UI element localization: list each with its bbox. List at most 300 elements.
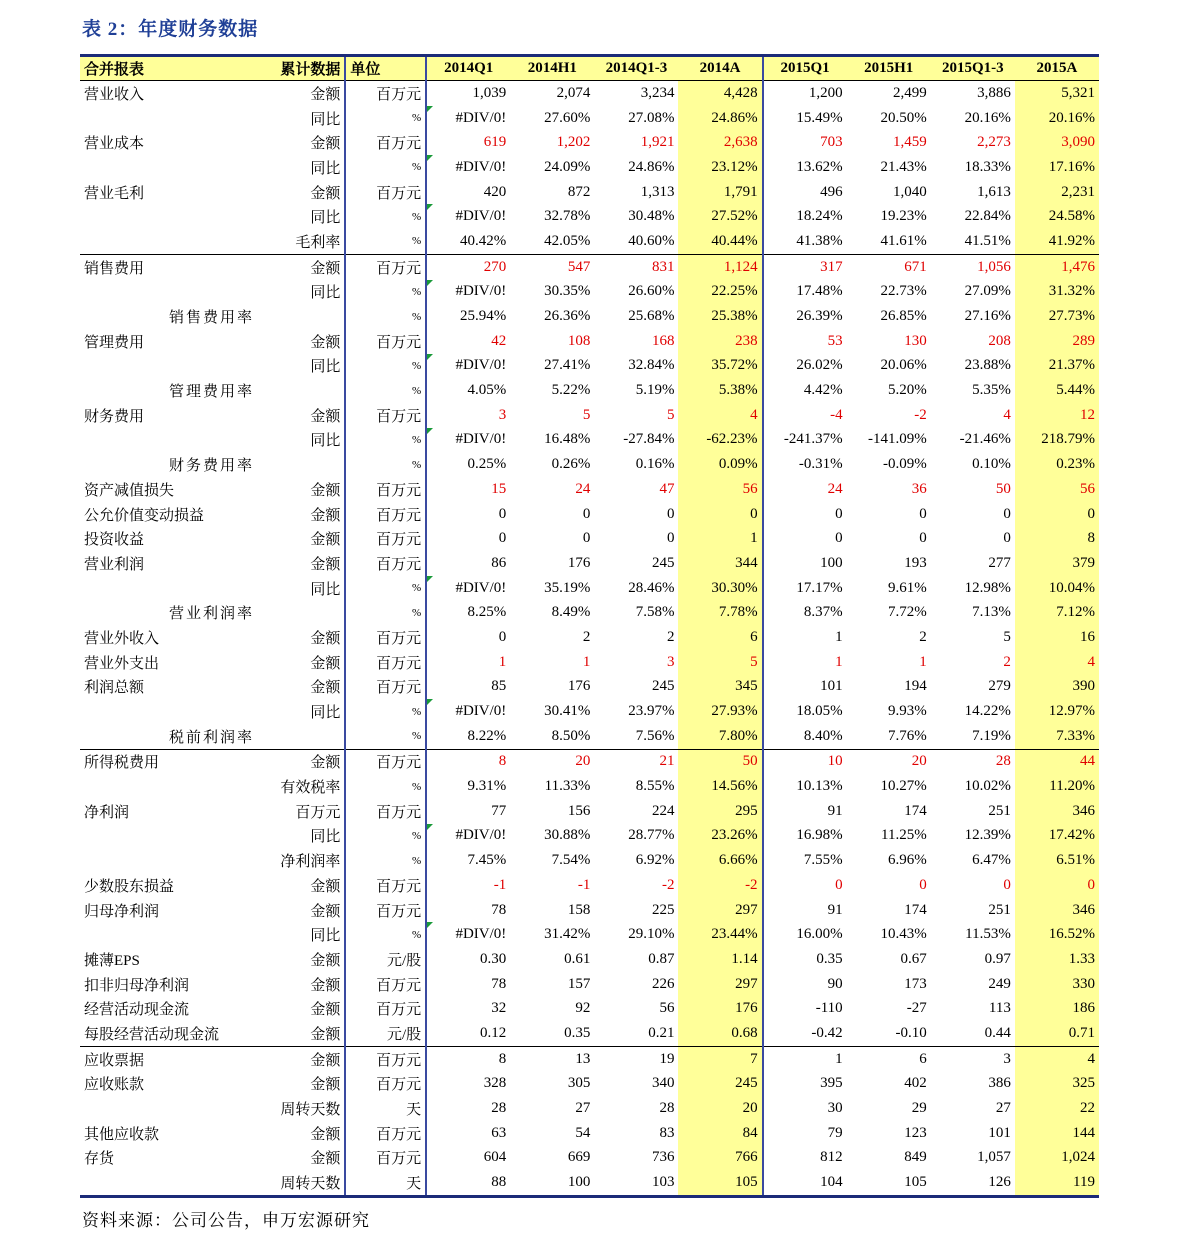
row-metric (258, 600, 345, 625)
table-row (80, 1046, 1099, 1071)
value-cell: 330 (1015, 972, 1099, 997)
row-unit: % (345, 155, 426, 180)
value-cell: 176 (678, 996, 762, 1021)
row-unit: 百万元 (345, 130, 426, 155)
value-cell: 27.08% (628, 109, 675, 126)
row-metric: 金额 (310, 334, 341, 351)
row-unit: 百万元 (345, 1072, 426, 1097)
value-cell: 1 (582, 653, 591, 670)
value-cell: 279 (988, 678, 1011, 695)
value-cell: 5 (666, 406, 675, 423)
value-cell: 1,921 (640, 134, 675, 151)
value-cell: 130 (904, 332, 927, 349)
value-cell: 1,313 (640, 183, 675, 200)
value-cell: 23.12% (678, 155, 762, 180)
row-metric: 金额 (310, 185, 341, 202)
value-cell: 103 (594, 1170, 678, 1196)
value-cell: 36 (911, 480, 927, 497)
value-cell: 1 (678, 526, 762, 551)
value-cell: 5.35% (972, 382, 1011, 399)
value-cell: 402 (904, 1075, 927, 1092)
row-unit: 天 (345, 1096, 426, 1121)
value-cell: 17.16% (1015, 155, 1099, 180)
value-cell: 156 (567, 802, 591, 819)
value-cell: 40.44% (678, 229, 762, 254)
value-cell: 31.32% (1015, 280, 1099, 305)
error-indicator-icon (427, 699, 433, 705)
error-indicator-icon (427, 155, 433, 161)
value-cell: 328 (426, 1072, 510, 1097)
value-cell: 5.22% (551, 382, 591, 399)
value-cell: 2 (666, 628, 675, 645)
value-cell: 0.12 (426, 1021, 510, 1046)
value-cell (426, 280, 510, 305)
row-label: 每股经营活动现金流 (84, 1026, 220, 1043)
value-cell: 1,459 (893, 134, 927, 151)
table-row (80, 1096, 1099, 1121)
value-cell: -110 (763, 996, 847, 1021)
header-period: 2014Q1 (426, 57, 510, 81)
row-metric: 金额 (310, 655, 341, 672)
value-cell: 0.35 (564, 1024, 591, 1041)
value-cell: 7 (678, 1046, 762, 1071)
row-unit: % (345, 848, 426, 873)
row-unit: 百万元 (345, 625, 426, 650)
value-cell (426, 354, 510, 379)
row-metric: 有效税率 (280, 780, 341, 797)
value-cell: 1,040 (893, 183, 927, 200)
value-cell: 379 (1015, 551, 1099, 576)
value-cell: 5 (1003, 628, 1011, 645)
value-cell: 4 (1003, 406, 1011, 423)
value-cell: 1,056 (931, 254, 1015, 279)
value-cell: 4 (1015, 1046, 1099, 1071)
row-unit: 百万元 (345, 403, 426, 428)
value-cell: -0.10 (895, 1024, 927, 1041)
value-cell: 8.55% (635, 778, 675, 795)
value-cell: 1 (763, 1046, 847, 1071)
value-cell: 224 (651, 802, 675, 819)
value-cell: 20.06% (880, 357, 927, 374)
row-label (80, 1096, 258, 1121)
row-unit: 百万元 (345, 675, 426, 700)
value-cell: 245 (651, 678, 675, 695)
row-label: 财务费用率 (169, 458, 255, 475)
value-cell: 3,886 (977, 84, 1011, 101)
source-note: 资料来源：公司公告，申万宏源研究 (82, 1211, 370, 1230)
value-cell: 0 (582, 505, 591, 522)
row-metric: 同比 (310, 210, 341, 227)
value-cell: 20.16% (964, 109, 1011, 126)
row-metric: 金额 (310, 408, 341, 425)
value-cell: 0.26% (551, 456, 591, 473)
value-cell: 390 (1015, 675, 1099, 700)
row-unit: % (345, 280, 426, 305)
value-cell: 20.50% (880, 109, 927, 126)
value-cell: 8.25% (426, 600, 510, 625)
row-metric: 金额 (310, 507, 341, 524)
value-cell: 12.98% (964, 579, 1011, 596)
table-row (80, 354, 1099, 379)
row-metric: 金额 (310, 878, 341, 895)
value-cell: 19.23% (880, 208, 927, 225)
row-unit: 百万元 (345, 81, 426, 106)
value-text: #DIV/0! (455, 158, 507, 175)
error-indicator-icon (427, 354, 433, 360)
value-cell: 19 (594, 1046, 678, 1071)
row-metric: 同比 (310, 829, 341, 846)
value-cell: 0 (582, 530, 591, 547)
row-unit: 百万元 (345, 180, 426, 205)
row-metric: 金额 (310, 1002, 341, 1019)
value-cell: 20 (510, 749, 594, 774)
header-period: 2014H1 (510, 57, 594, 81)
value-cell: 194 (904, 678, 927, 695)
value-cell: 113 (988, 1000, 1011, 1017)
value-cell: 6.51% (1015, 848, 1099, 873)
value-cell: 16.00% (763, 922, 847, 947)
value-cell: 0.44 (984, 1024, 1011, 1041)
value-cell: 79 (763, 1121, 847, 1146)
value-cell: 5.20% (888, 382, 927, 399)
value-cell: 0 (763, 873, 847, 898)
value-cell: 15 (426, 477, 510, 502)
value-cell: 7.54% (551, 852, 591, 869)
value-cell: 18.33% (964, 158, 1011, 175)
value-cell: 105 (678, 1170, 762, 1196)
value-cell: 56 (1015, 477, 1099, 502)
value-cell: 289 (1015, 329, 1099, 354)
row-metric: 金额 (310, 1077, 341, 1094)
row-unit: 百万元 (345, 1121, 426, 1146)
value-cell: 85 (426, 675, 510, 700)
table-row (80, 898, 1099, 923)
value-cell: 325 (1015, 1072, 1099, 1097)
financial-data-table (80, 57, 1099, 1198)
value-cell: 3 (931, 1046, 1015, 1071)
row-unit: 百万元 (345, 972, 426, 997)
value-cell: 101 (988, 1124, 1011, 1141)
row-metric: 金额 (310, 952, 341, 969)
row-label (80, 229, 258, 254)
value-cell: 251 (988, 901, 1011, 918)
value-cell: 604 (426, 1146, 510, 1171)
value-cell: 9.61% (888, 579, 927, 596)
row-metric: 金额 (310, 977, 341, 994)
value-cell: -2 (678, 873, 762, 898)
row-unit: % (345, 774, 426, 799)
value-cell: 83 (659, 1124, 675, 1141)
value-cell: 173 (904, 975, 927, 992)
value-cell: 5 (582, 406, 591, 423)
value-cell: 41.92% (1015, 229, 1099, 254)
row-label: 利润总额 (84, 680, 145, 697)
value-cell: -2 (661, 876, 675, 893)
value-cell: 1,613 (977, 183, 1011, 200)
value-cell: 14.22% (964, 703, 1011, 720)
value-cell: 0 (763, 526, 847, 551)
value-cell: 7.33% (1015, 724, 1099, 749)
row-label (80, 155, 258, 180)
value-text: #DIV/0! (455, 827, 507, 844)
row-label: 营业利润率 (169, 606, 255, 623)
row-metric: 同比 (310, 359, 341, 376)
value-cell: -27.84% (623, 431, 675, 448)
table-row (80, 403, 1099, 428)
value-cell: 2,231 (1015, 180, 1099, 205)
row-label (80, 428, 258, 453)
value-cell: -0.31% (763, 452, 847, 477)
value-cell: 13.62% (763, 155, 847, 180)
table-row (80, 502, 1099, 527)
table-row (80, 972, 1099, 997)
value-cell: 28 (931, 749, 1015, 774)
table-row (80, 848, 1099, 873)
value-cell: 2,074 (556, 84, 591, 101)
row-metric: 净利润率 (280, 854, 341, 871)
row-unit: 天 (345, 1170, 426, 1196)
row-label: 净利润 (84, 804, 130, 821)
table-row (80, 130, 1099, 155)
row-unit: % (345, 699, 426, 724)
row-unit: % (345, 600, 426, 625)
value-text: #DIV/0! (455, 431, 507, 448)
value-cell: 6.47% (972, 852, 1011, 869)
row-unit: % (345, 229, 426, 254)
value-cell: 101 (763, 675, 847, 700)
value-cell: 24.58% (1015, 204, 1099, 229)
row-label: 所得税费用 (80, 749, 258, 774)
value-cell: 8.40% (763, 724, 847, 749)
value-cell: 41.38% (763, 229, 847, 254)
row-unit: 百万元 (345, 873, 426, 898)
value-cell: -0.42 (763, 1021, 847, 1046)
table-row (80, 155, 1099, 180)
value-cell: 1,791 (678, 180, 762, 205)
value-cell: 0 (763, 502, 847, 527)
row-metric: 金额 (310, 903, 341, 920)
value-cell: 16.98% (763, 824, 847, 849)
value-cell: 174 (904, 802, 927, 819)
value-cell: 5,321 (1015, 81, 1099, 106)
value-cell: 123 (904, 1124, 927, 1141)
table-title: 表 2：年度财务数据 (82, 19, 259, 40)
value-cell: 42 (426, 329, 510, 354)
value-cell: 2 (919, 628, 927, 645)
row-unit: 元/股 (345, 947, 426, 972)
value-cell: 41.51% (964, 232, 1011, 249)
table-row (80, 675, 1099, 700)
value-cell: 28 (426, 1096, 510, 1121)
value-text: #DIV/0! (455, 283, 507, 300)
value-cell: 0 (666, 505, 675, 522)
value-cell: 26.02% (763, 354, 847, 379)
value-cell: 2,638 (678, 130, 762, 155)
value-cell: 0 (1015, 873, 1099, 898)
value-cell: 17.42% (1015, 824, 1099, 849)
value-cell (426, 155, 510, 180)
row-label (80, 922, 258, 947)
value-cell: 766 (678, 1146, 762, 1171)
row-label (80, 699, 258, 724)
row-unit: % (345, 204, 426, 229)
header-metric: 累计数据 (258, 57, 345, 81)
value-cell: 56 (659, 1000, 675, 1017)
value-cell: 1,124 (678, 254, 762, 279)
value-cell: 297 (678, 898, 762, 923)
value-cell: 4.42% (763, 378, 847, 403)
value-cell: 4 (1015, 650, 1099, 675)
row-label: 营业利润 (84, 556, 145, 573)
value-cell: 10.27% (880, 778, 927, 795)
value-cell: 28.77% (628, 827, 675, 844)
value-cell: 24.86% (678, 106, 762, 131)
value-cell: 208 (988, 332, 1011, 349)
row-metric: 金额 (258, 749, 345, 774)
value-cell: 186 (1015, 996, 1099, 1021)
row-unit: % (345, 304, 426, 329)
value-cell: 1,057 (977, 1149, 1011, 1166)
row-label (80, 1170, 258, 1196)
value-cell: 26.60% (628, 283, 675, 300)
value-cell: 7.76% (888, 727, 927, 744)
value-cell: 30.35% (544, 283, 591, 300)
row-unit: % (345, 576, 426, 601)
header-period: 2015A (1015, 57, 1099, 81)
value-cell: 27.09% (964, 283, 1011, 300)
row-label: 营业毛利 (84, 185, 145, 202)
row-metric: 金额 (258, 1046, 345, 1071)
value-cell: 0 (919, 876, 927, 893)
row-metric: 同比 (310, 705, 341, 722)
table-row (80, 81, 1099, 106)
value-cell: 22.84% (964, 208, 1011, 225)
value-cell: 11.25% (881, 827, 927, 844)
row-unit: 百万元 (345, 502, 426, 527)
row-label (80, 204, 258, 229)
value-cell: 63 (426, 1121, 510, 1146)
value-cell: 86 (426, 551, 510, 576)
row-unit: 百万元 (345, 254, 426, 279)
value-cell: 27 (575, 1100, 591, 1117)
value-cell: 27 (995, 1100, 1011, 1117)
value-cell: 92 (575, 1000, 591, 1017)
row-metric: 同比 (310, 433, 341, 450)
value-cell: 30.88% (544, 827, 591, 844)
value-cell: 23.44% (678, 922, 762, 947)
value-text: #DIV/0! (455, 579, 507, 596)
header-period: 2015Q1-3 (931, 57, 1015, 81)
value-cell: 22.73% (880, 283, 927, 300)
row-unit: 百万元 (345, 329, 426, 354)
value-cell: 157 (567, 975, 591, 992)
header-period: 2015Q1 (763, 57, 847, 81)
value-cell: 174 (904, 901, 927, 918)
value-cell: 21 (594, 749, 678, 774)
row-unit: 百万元 (345, 799, 426, 824)
error-indicator-icon (427, 106, 433, 112)
table-header-row (80, 57, 1099, 81)
value-cell: 105 (847, 1170, 931, 1196)
row-unit: % (345, 824, 426, 849)
value-cell: 1,200 (763, 81, 847, 106)
value-cell: 84 (678, 1121, 762, 1146)
row-metric: 同比 (310, 111, 341, 128)
row-metric: 同比 (310, 285, 341, 302)
value-cell: 7.12% (1015, 600, 1099, 625)
error-indicator-icon (427, 576, 433, 582)
value-cell: 144 (1015, 1121, 1099, 1146)
row-metric: 金额 (310, 556, 341, 573)
row-label: 少数股东损益 (84, 878, 175, 895)
value-cell: 24 (575, 480, 591, 497)
error-indicator-icon (427, 280, 433, 286)
value-cell: 6 (847, 1046, 931, 1071)
row-metric: 金额 (310, 86, 341, 103)
value-cell: 395 (763, 1072, 847, 1097)
value-cell: 27.73% (1015, 304, 1099, 329)
row-label: 投资收益 (84, 532, 145, 549)
value-cell: 25.68% (628, 308, 675, 325)
value-cell: 20 (678, 1096, 762, 1121)
value-cell: 44 (1015, 749, 1099, 774)
value-cell: 4,428 (678, 81, 762, 106)
value-cell: 0.61 (564, 950, 591, 967)
value-cell: 42.05% (544, 232, 591, 249)
value-cell: 344 (678, 551, 762, 576)
value-cell: -241.37% (763, 428, 847, 453)
value-cell: 32 (426, 996, 510, 1021)
value-cell: 831 (594, 254, 678, 279)
value-cell: 251 (988, 802, 1011, 819)
value-cell: 5.38% (678, 378, 762, 403)
row-metric: 周转天数 (258, 1170, 345, 1196)
value-cell: 15.49% (763, 106, 847, 131)
value-cell: 547 (510, 254, 594, 279)
row-metric (258, 452, 345, 477)
value-cell: 1.14 (678, 947, 762, 972)
value-cell: 16.48% (544, 431, 591, 448)
row-metric: 金额 (310, 1151, 341, 1168)
value-cell: 6.96% (888, 852, 927, 869)
row-label: 归母净利润 (84, 903, 160, 920)
value-cell: -1 (426, 873, 510, 898)
value-cell: 21.43% (880, 158, 927, 175)
value-cell: 27.41% (544, 357, 591, 374)
row-label: 扣非归母净利润 (84, 977, 190, 994)
value-cell (426, 824, 510, 849)
value-cell: 32.78% (544, 208, 591, 225)
row-metric: 金额 (258, 254, 345, 279)
value-cell: 53 (763, 329, 847, 354)
value-cell: 78 (426, 898, 510, 923)
value-cell: 5.44% (1015, 378, 1099, 403)
value-cell: 91 (763, 898, 847, 923)
row-label: 应收账款 (84, 1077, 145, 1094)
table-row (80, 799, 1099, 824)
value-cell: 108 (567, 332, 591, 349)
value-cell: 7.72% (888, 604, 927, 621)
row-unit: % (345, 378, 426, 403)
value-cell: -141.09% (868, 431, 927, 448)
value-cell: 24.86% (628, 158, 675, 175)
row-label: 应收票据 (80, 1046, 258, 1071)
row-unit: 百万元 (345, 898, 426, 923)
value-cell: 25.94% (426, 304, 510, 329)
row-metric: 金额 (310, 680, 341, 697)
value-cell: 30.30% (678, 576, 762, 601)
row-unit: % (345, 428, 426, 453)
